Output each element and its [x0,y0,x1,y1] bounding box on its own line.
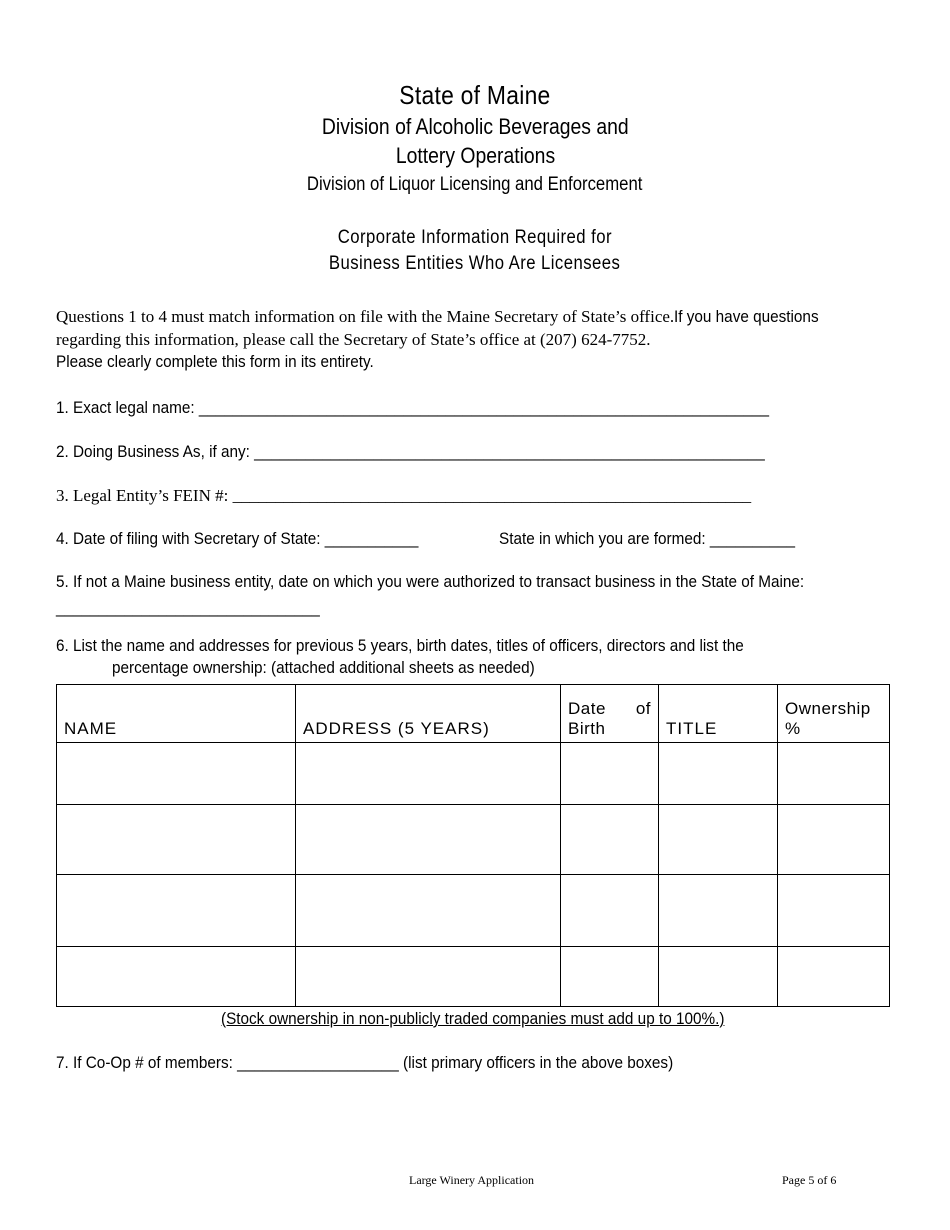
title-cell[interactable] [659,743,778,805]
dob-cell[interactable] [561,743,659,805]
page-number: Page 5 of 6 [782,1173,837,1187]
q7-label: 7. If Co-Op # of members: [56,1053,238,1072]
address-cell[interactable] [296,805,561,875]
form-title-line1: Corporate Information Required for [337,227,613,248]
ownership-cell[interactable] [778,805,890,875]
table-row [57,875,890,947]
col-name-header: NAME [57,685,296,743]
name-cell[interactable] [57,875,296,947]
q3-label: 3. Legal Entity’s FEIN #: [56,486,233,505]
table-header-row [57,685,890,743]
table-row [57,947,890,1007]
dba-field[interactable]: ____________________________________________________________ [254,442,765,461]
question-6-line1: 6. List the name and addresses for previous 5 years, birth dates, titles of officers, directors and list the [56,636,744,655]
coop-members-field[interactable]: ___________________ [237,1053,399,1072]
ownership-cell[interactable] [778,947,890,1007]
col-dob-header: Date of Birth [561,685,659,743]
table-row [57,743,890,805]
title-cell[interactable] [659,875,778,947]
col-title-header: TITLE [659,685,778,743]
question-4 [56,529,459,549]
header-state: State of Maine [399,80,551,110]
question-5: 5. If not a Maine business entity, date on which you were authorized to transact business in the State of Maine: [56,572,805,591]
q1-label: 1. Exact legal name: [56,398,199,417]
col-address-header: ADDRESS (5 YEARS) [296,685,561,743]
question-6-line2: percentage ownership: (attached additional sheets as needed) [112,658,535,677]
address-cell[interactable] [296,947,561,1007]
question-3 [56,486,751,506]
formation-state-field[interactable]: __________ [709,529,796,548]
intro-line1: Questions 1 to 4 must match information on file with the Maine Secretary of State’s office.If you have questions [56,307,819,326]
authorization-date-field[interactable]: _______________________________ [56,598,320,617]
title-cell[interactable] [659,947,778,1007]
header-division-line1: Division of Alcoholic Beverages and [321,114,629,139]
intro-line3: Please clearly complete this form in its entirety. [56,352,374,371]
dob-cell[interactable] [561,805,659,875]
question-2 [56,442,843,462]
table-row [57,805,890,875]
ownership-cell[interactable] [778,875,890,947]
address-cell[interactable] [296,875,561,947]
header-division-line2: Lottery Operations [395,143,555,168]
q2-label: 2. Doing Business As, if any: [56,442,255,461]
fein-field[interactable]: _____________________________________________________________ [232,486,752,505]
ownership-note: (Stock ownership in non-publicly traded companies must add up to 100%.) [220,1009,725,1028]
footer-application-name: Large Winery Application [409,1173,535,1187]
name-cell[interactable] [57,947,296,1007]
ownership-cell[interactable] [778,743,890,805]
dob-cell[interactable] [561,947,659,1007]
name-cell[interactable] [57,805,296,875]
intro-line2: regarding this information, please call the Secretary of State’s office at (207) 624-7752. [56,330,651,349]
dob-cell[interactable] [561,875,659,947]
filing-date-field[interactable]: ___________ [324,529,419,548]
question-1 [56,398,848,418]
name-cell[interactable] [57,743,296,805]
q4-label: 4. Date of filing with Secretary of State: [56,529,325,548]
legal-name-field[interactable]: ___________________________________________________________________ [198,398,770,417]
q4-state-label: State in which you are formed: [499,529,710,548]
header-subdivision: Division of Liquor Licensing and Enforcement [307,174,643,195]
question-7 [56,1053,742,1073]
question-4-state [499,529,828,549]
title-cell[interactable] [659,805,778,875]
ownership-table [56,684,890,1007]
form-title-line2: Business Entities Who Are Licensees [329,253,621,274]
address-cell[interactable] [296,743,561,805]
col-ownership-header: Ownership % [778,685,890,743]
q7-suffix: (list primary officers in the above boxes) [398,1053,674,1072]
